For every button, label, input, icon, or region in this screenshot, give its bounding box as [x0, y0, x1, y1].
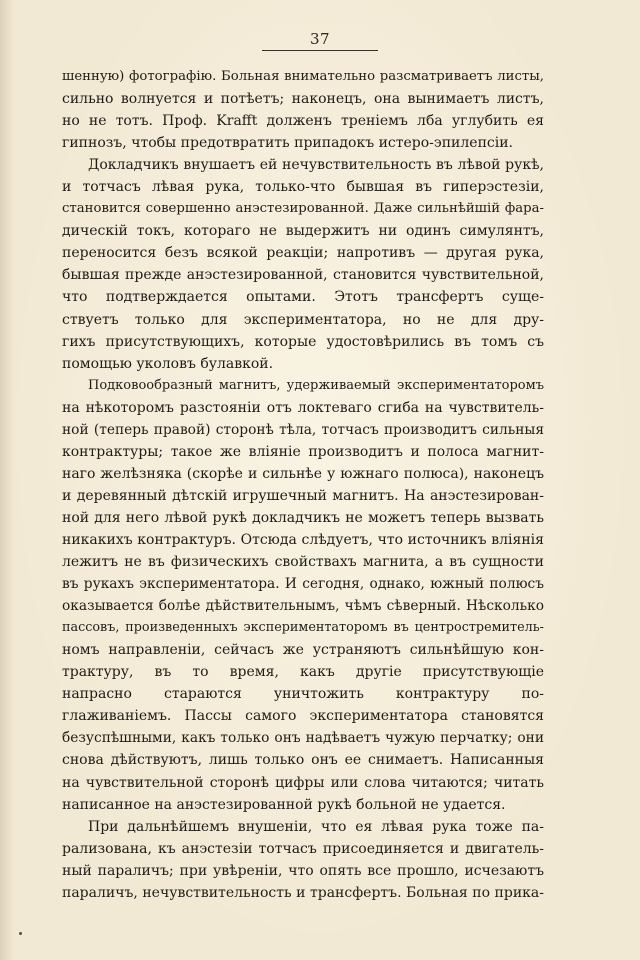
text-line: Подковообразный магнитъ, удерживаемый экспериментаторомъ: [88, 377, 544, 393]
body-text: [62, 66, 544, 904]
text-line: трактуру, въ то время, какъ другіе присутствующіе: [62, 664, 544, 681]
text-line: параличъ, нечувствительность и трансфертъ. Больная по прика-: [62, 884, 544, 901]
text-line: глаживаніемъ. Пассы самого экспериментатора становятся: [62, 708, 544, 725]
text-line: При дальнѣйшемъ внушеніи, что ея лѣвая рука тоже па-: [88, 818, 544, 835]
text-line: ствуетъ только для экспериментатора, но не для дру-: [62, 311, 544, 328]
text-line: помощью уколовъ булавкой.: [62, 355, 274, 372]
text-line: но не тотъ. Проф. Krafft долженъ треніемъ лба углубить ея: [62, 113, 544, 130]
text-line: снова дѣйствуютъ, лишь только онъ ее снимаетъ. Написанныя: [62, 752, 544, 769]
text-line: гихъ присутствующихъ, которые удостовѣрились въ томъ съ: [62, 333, 544, 350]
text-line: наго желѣзняка (скорѣе и сильнѣе у южнаго полюса), наконецъ: [62, 465, 544, 482]
text-line: дическій токъ, котораго не выдержитъ ни одинъ симулянтъ,: [62, 223, 544, 240]
text-line: ной для него лѣвой рукѣ докладчикъ не можетъ теперь вызвать: [62, 509, 544, 526]
text-line: въ рукахъ экспериментатора. И сегодня, однако, южный полюсъ: [62, 576, 544, 593]
text-line: что подтверждается опытами. Этотъ трансфертъ суще-: [62, 289, 544, 306]
text-line: ной (теперь правой) сторонѣ тѣла, тотчасъ производитъ сильныя: [62, 421, 544, 438]
text-line: напрасно стараются уничтожить контрактуру по-: [62, 686, 544, 703]
text-line: бывшая прежде анэстезированной, становится чувствительной,: [62, 267, 544, 284]
text-line: номъ направленіи, сейчасъ же устраняютъ сильнѣйшую кон-: [62, 642, 544, 659]
text-line: и деревянный дѣтскій игрушечный магнитъ. На анэстезирован-: [62, 487, 544, 504]
text-line: Докладчикъ внушаетъ ей нечувствительность въ лѣвой рукѣ,: [88, 157, 544, 174]
text-line: становится совершенно анэстезированной. Даже сильнѣйшій фара-: [62, 201, 544, 217]
header-rule: [262, 50, 378, 51]
text-line: ный параличъ; при увѣреніи, что опять все прошло, исчезаютъ: [62, 862, 544, 879]
text-line: оказывается болѣе дѣйствительнымъ, чѣмъ сѣверный. Нѣсколько: [62, 598, 544, 615]
text-line: рализована, къ анэстезіи тотчасъ присоединяется и двигатель-: [62, 840, 544, 857]
text-line: контрактуры; такое же вліяніе производитъ и полоса магнит-: [62, 443, 544, 460]
text-line: на чувствительной сторонѣ цифры или слова читаются; читать: [62, 774, 544, 791]
text-line: безуспѣшными, какъ только онъ надѣваетъ чужую перчатку; они: [62, 730, 544, 747]
text-line: написанное на анэстезированной рукѣ больной не удается.: [62, 796, 506, 813]
page-number: 37: [309, 30, 331, 48]
text-line: шенную) фотографію. Больная внимательно разсматриваетъ листы,: [62, 69, 544, 84]
text-line: лежитъ не въ физическихъ свойствахъ магнита, а въ сущности: [62, 554, 544, 571]
text-line: на нѣкоторомъ разстояніи отъ локтеваго сгиба на чувствитель-: [62, 399, 544, 416]
text-line: и тотчасъ лѣвая рука, только-что бывшая въ гиперэстезіи,: [62, 179, 544, 196]
text-line: гипнозъ, чтобы предотвратить припадокъ истеро-эпилепсіи.: [62, 135, 514, 152]
page-edge-shadow: [0, 0, 14, 960]
text-line: никакихъ контрактуръ. Отсюда слѣдуетъ, что источникъ вліянія: [62, 531, 544, 548]
text-line: переносится безъ всякой реакціи; напротивъ — другая рука,: [62, 245, 544, 262]
paper-speck: [19, 932, 22, 935]
text-line: пассовъ, произведенныхъ экспериментаторомъ въ центростремитель-: [62, 620, 544, 636]
text-line: сильно волнуется и потѣетъ; наконецъ, она вынимаетъ листъ,: [62, 91, 544, 108]
